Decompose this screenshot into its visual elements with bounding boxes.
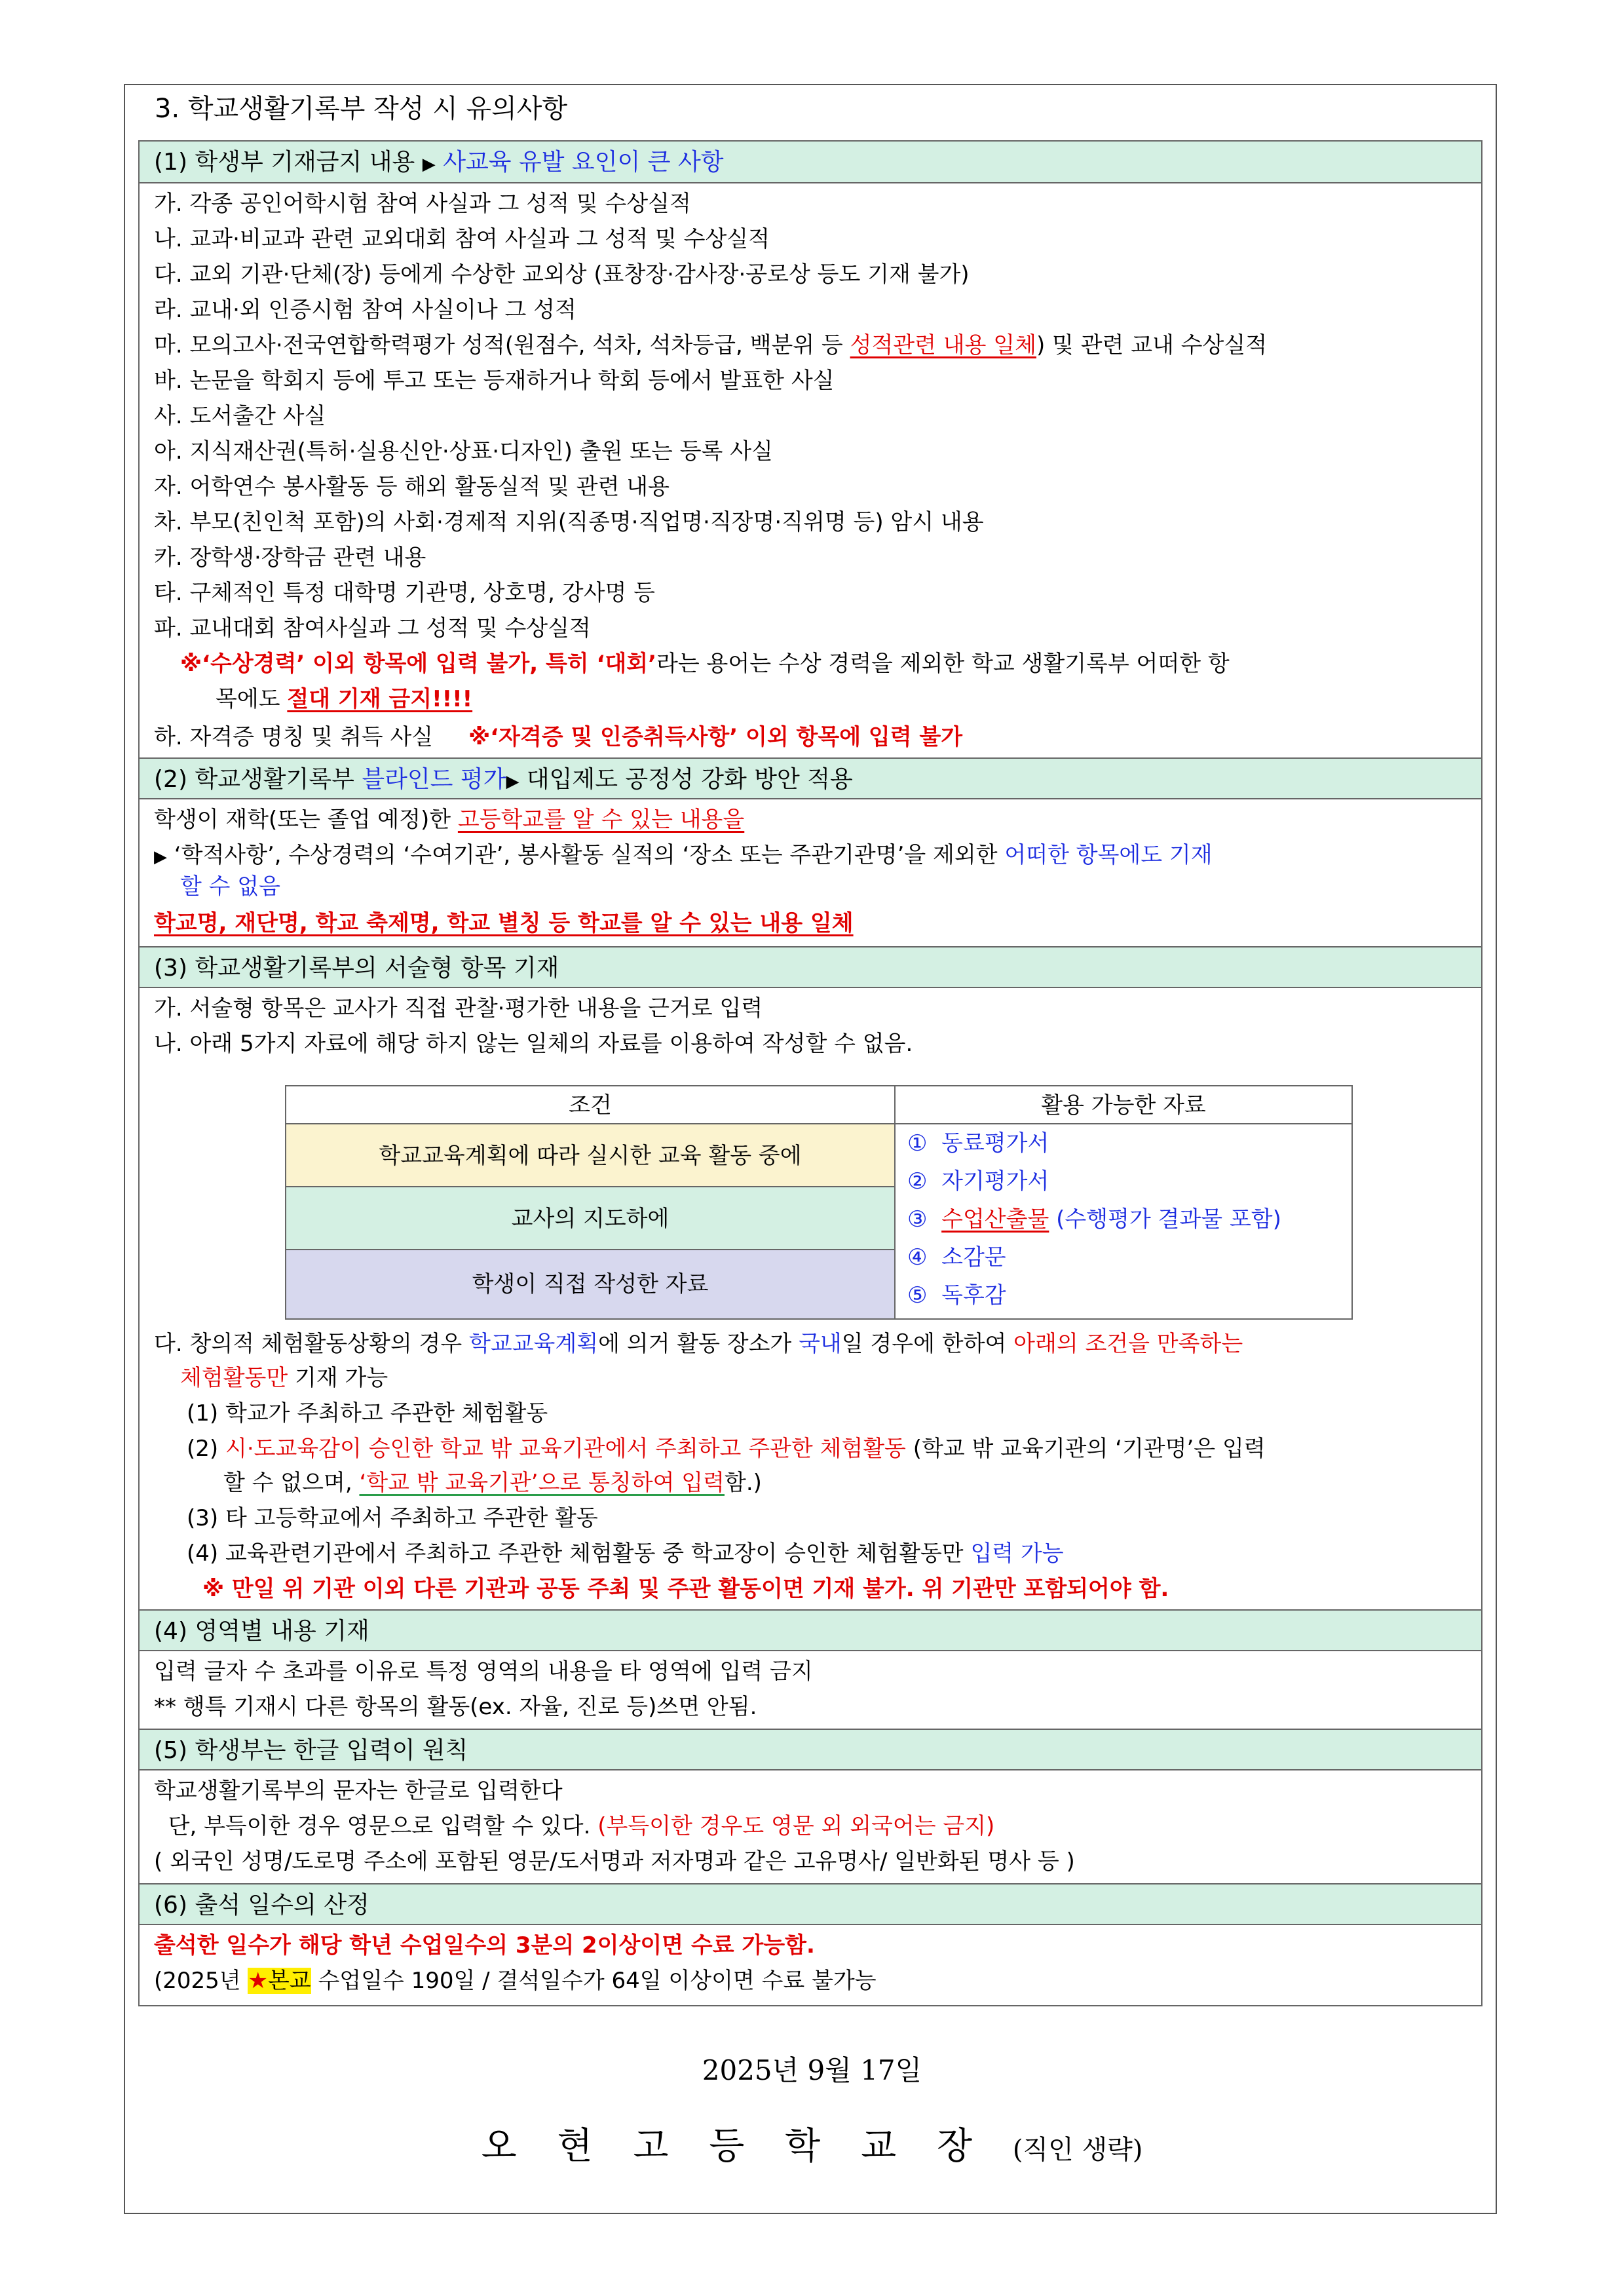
s3-line-na: 나. 아래 5가지 자료에 해당 하지 않는 일체의 자료를 이용하여 작성할 수 없음.: [154, 1031, 913, 1057]
resource-item: ③ 수업산출물 (수행평가 결과물 포함): [907, 1206, 1281, 1233]
document-date: 2025년 9월 17일: [702, 2054, 922, 2086]
table-header-condition: 조건: [286, 1086, 894, 1124]
resource-item: ② 자기평가서: [907, 1168, 1049, 1195]
s3-cond-4: (4) 교육관련기관에서 주최하고 주관한 체험활동 중 학교장이 승인한 체험활동만 입력 가능: [187, 1540, 1064, 1567]
section-5-header: (5) 학생부는 한글 입력이 원칙: [140, 1729, 1481, 1770]
triangle-icon: ▶: [154, 847, 167, 867]
table-header-resources: 활용 가능한 자료: [896, 1086, 1351, 1124]
section-4-header: (4) 영역별 내용 기재: [140, 1609, 1481, 1651]
s2-line-4: 학교명, 재단명, 학교 축제명, 학교 별칭 등 학교를 알 수 있는 내용 일체: [154, 910, 854, 936]
s1-item-na: 나. 교과·비교과 관련 교외대회 참여 사실과 그 성적 및 수상실적: [154, 226, 770, 252]
seal-note: (직인 생략): [1012, 2135, 1143, 2165]
s1-item-pa: 파. 교내대회 참여사실과 그 성적 및 수상실적: [154, 615, 591, 641]
s3-cond-note: ※ 만일 위 기관 이외 다른 기관과 공동 주최 및 주관 활동이면 기재 불가. 위 기관만 포함되어야 함.: [202, 1576, 1169, 1602]
s1-item-a: 아. 지식재산권(특허·실용신안·상표·디자인) 출원 또는 등록 사실: [154, 438, 773, 465]
resource-item: ④ 소감문: [907, 1244, 1006, 1271]
s1-item-ka: 카. 장학생·장학금 관련 내용: [154, 545, 426, 571]
s1-item-ma: 마. 모의고사·전국연합학력평가 성적(원점수, 석차, 석차등급, 백분위 등 성적관련 내용 일체) 및 관련 교내 수상실적: [154, 332, 1268, 358]
s5-line-1: 학교생활기록부의 문자는 한글로 입력한다: [154, 1778, 563, 1804]
resource-item: ① 동료평가서: [907, 1130, 1049, 1157]
s3-line-da-cont: 체험활동만 기재 가능: [180, 1365, 388, 1391]
s3-cond-3: (3) 타 고등학교에서 주최하고 주관한 활동: [187, 1505, 598, 1531]
s3-cond-2: (2) 시·도교육감이 승인한 학교 밖 교육기관에서 주최하고 주관한 체험활동 (학교 밖 교육기관의 ‘기관명’은 입력: [187, 1436, 1266, 1462]
signer: 오 현 고 등 학 교 장 (직인 생략): [481, 2125, 1143, 2168]
s5-line-3: ( 외국인 성명/도로명 주소에 포함된 영문/도서명과 저자명과 같은 고유명사/ 일반화된 명사 등 ): [154, 1848, 1075, 1875]
s3-line-ga: 가. 서술형 항목은 교사가 직접 관찰·평가한 내용을 근거로 입력: [154, 995, 763, 1022]
s6-line-2: (2025년 ★본교 수업일수 190일 / 결석일수가 64일 이상이면 수료 불가능: [154, 1968, 877, 1994]
page-title: 3. 학교생활기록부 작성 시 유의사항: [155, 94, 567, 124]
s2-line-3: 할 수 없음: [180, 873, 280, 900]
section-1-header: (1) 학생부 기재금지 내용 ▶ 사교육 유발 요인이 큰 사항: [140, 142, 1481, 183]
s1-item-sa: 사. 도서출간 사실: [154, 403, 326, 429]
triangle-icon: ▶: [506, 772, 519, 792]
condition-cell-2: 교사의 지도하에: [286, 1187, 894, 1250]
s1-note-cont: 목에도 절대 기재 금지!!!!: [216, 686, 473, 712]
s3-cond-2-cont: 할 수 없으며, ‘학교 밖 교육기관’으로 통칭하여 입력함.): [223, 1470, 762, 1496]
s1-item-cha: 차. 부모(친인척 포함)의 사회·경제적 지위(직종명·직업명·직장명·직위명 등) 암시 내용: [154, 509, 984, 535]
content-box: [138, 140, 1482, 2006]
s3-cond-1: (1) 학교가 주최하고 주관한 체험활동: [187, 1400, 548, 1426]
condition-cell-3: 학생이 직접 작성한 자료: [286, 1250, 894, 1318]
s1-item-ta: 타. 구체적인 특정 대학명 기관명, 상호명, 강사명 등: [154, 580, 655, 606]
condition-cell-1: 학교교육계획에 따라 실시한 교육 활동 중에: [286, 1124, 894, 1187]
s2-line-2: ▶ ‘학적사항’, 수상경력의 ‘수여기관’, 봉사활동 실적의 ‘장소 또는 주관기관명’을 제외한 어떠한 항목에도 기재: [154, 842, 1213, 868]
resource-item: ⑤ 독후감: [907, 1282, 1006, 1309]
section-6-header: (6) 출석 일수의 산정: [140, 1883, 1481, 1925]
star-icon: ★본교: [248, 1968, 311, 1994]
s4-line-1: 입력 글자 수 초과를 이유로 특정 영역의 내용을 타 영역에 입력 금지: [154, 1658, 813, 1685]
section-3-header: (3) 학교생활기록부의 서술형 항목 기재: [140, 946, 1481, 988]
s6-line-1: 출석한 일수가 해당 학년 수업일수의 3분의 2이상이면 수료 가능함.: [154, 1932, 815, 1959]
section-2-header: (2) 학교생활기록부 블라인드 평가▶ 대입제도 공정성 강화 방안 적용: [140, 757, 1481, 799]
s1-item-da: 다. 교외 기관·단체(장) 등에게 수상한 교외상 (표창장·감사장·공로상 등도 기재 불가): [154, 261, 970, 288]
s1-item-ha: 하. 자격증 명칭 및 취득 사실 ※‘자격증 및 인증취득사항’ 이외 항목에 입력 불가: [154, 724, 963, 750]
s3-line-da: 다. 창의적 체험활동상황의 경우 학교교육계획에 의거 활동 장소가 국내일 경우에 한하여 아래의 조건을 만족하는: [154, 1331, 1243, 1357]
conditions-table: [285, 1085, 1353, 1320]
s1-item-ga: 가. 각종 공인어학시험 참여 사실과 그 성적 및 수상실적: [154, 191, 691, 217]
s1-item-ba: 바. 논문을 학회지 등에 투고 또는 등재하거나 학회 등에서 발표한 사실: [154, 368, 835, 394]
s5-line-2: 단, 부득이한 경우 영문으로 입력할 수 있다. (부득이한 경우도 영문 외 외국어는 금지): [154, 1813, 995, 1839]
s1-item-ra: 라. 교내·외 인증시험 참여 사실이나 그 성적: [154, 297, 576, 323]
s1-note: ※‘수상경력’ 이외 항목에 입력 불가, 특히 ‘대회’라는 용어는 수상 경력을 제외한 학교 생활기록부 어떠한 항: [180, 651, 1230, 677]
s4-line-2: ** 행특 기재시 다른 항목의 활동(ex. 자율, 진로 등)쓰면 안됨.: [154, 1694, 757, 1720]
s1-item-ja: 자. 어학연수 봉사활동 등 해외 활동실적 및 관련 내용: [154, 474, 670, 500]
s2-line-1: 학생이 재학(또는 졸업 예정)한 고등학교를 알 수 있는 내용을: [154, 807, 745, 833]
triangle-icon: ▶: [422, 155, 436, 174]
